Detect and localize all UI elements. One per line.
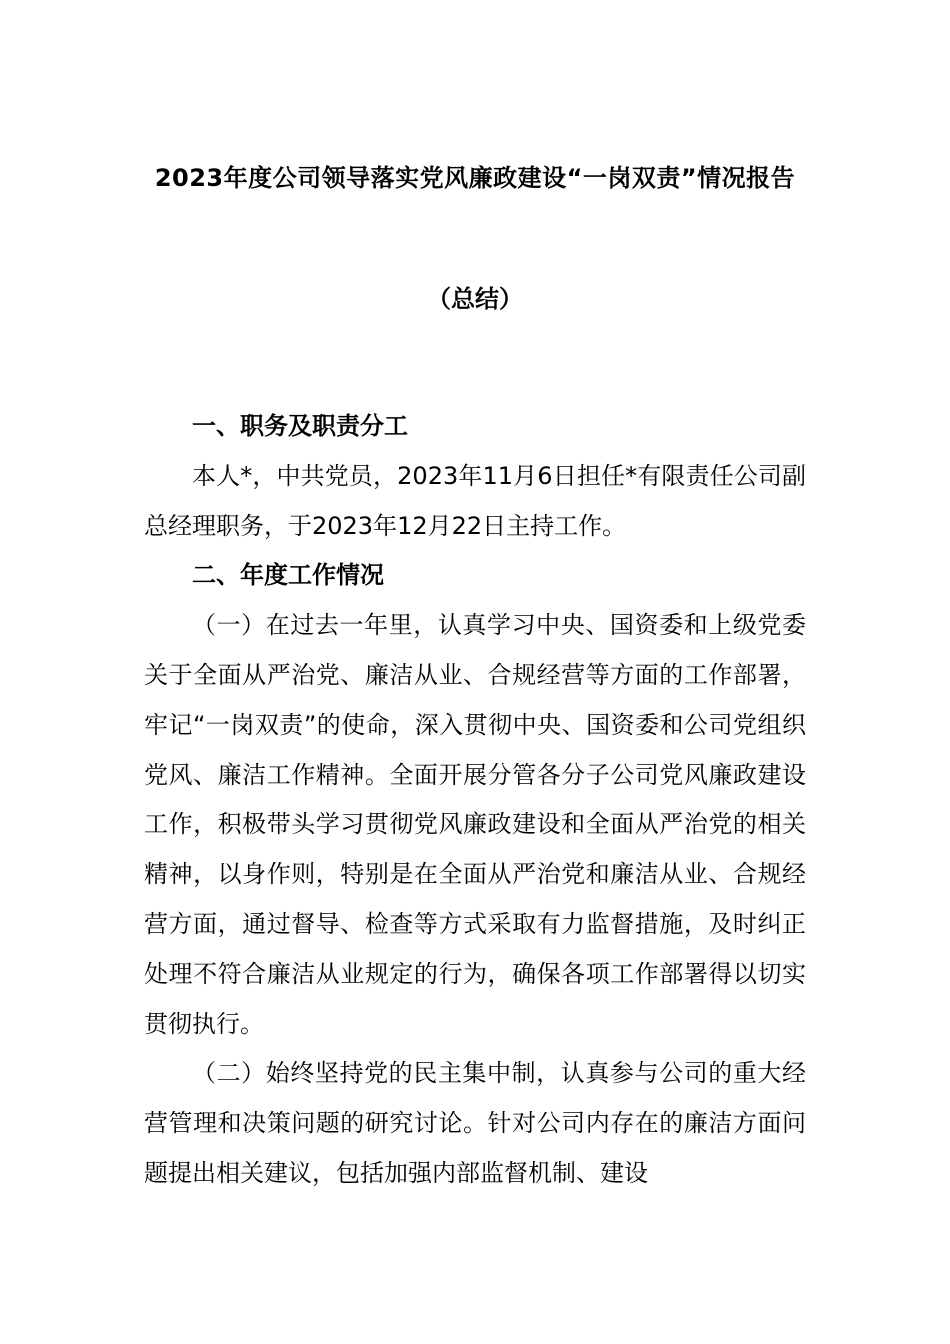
paragraph-work-item-2: （二）始终坚持党的民主集中制，认真参与公司的重大经营管理和决策问题的研究讨论。针对公司内存在的廉洁方面问题提出相关建议，包括加强内部监督机制、建设	[144, 1059, 806, 1187]
document-body	[144, 402, 806, 1199]
paragraph-work-item-1: （一）在过去一年里，认真学习中央、国资委和上级党委关于全面从严治党、廉洁从业、合规经营等方面的工作部署，牢记“一岗双责”的使命，深入贯彻中央、国资委和公司党组织党风、廉洁工作精神。全面开展分管各分子公司党风廉政建设工作，积极带头学习贯彻党风廉政建设和全面从严治党的相关精神，以身作则，特别是在全面从严治党和廉洁从业、合规经营方面，通过督导、检查等方式采取有力监督措施，及时纠正处理不符合廉洁从业规定的行为，确保各项工作部署得以切实贯彻执行。	[144, 611, 806, 1038]
paragraph-personal-info: 本人*，中共党员，2023年11月6日担任*有限责任公司副总经理职务，于2023年12月22日主持工作。	[144, 461, 806, 540]
document-subtitle: （总结）	[427, 285, 523, 313]
document-title: 2023年度公司领导落实党风廉政建设“一岗双责”情况报告	[154, 164, 796, 192]
section-heading-duties: 一、职务及职责分工	[192, 412, 408, 440]
section-heading-annual-work: 二、年度工作情况	[192, 561, 384, 590]
